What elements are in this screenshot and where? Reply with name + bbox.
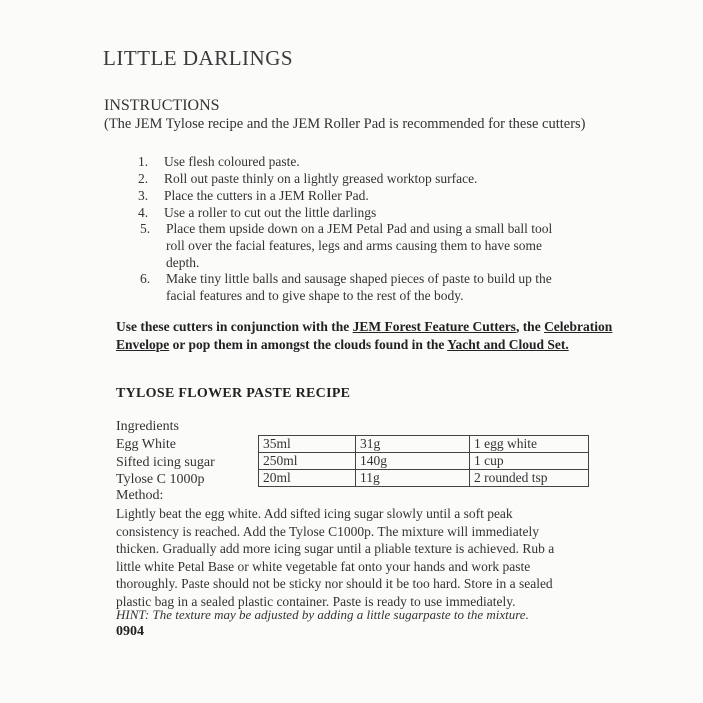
measure-cell: 2 rounded tsp [470, 470, 589, 487]
step-number: 5. [140, 221, 151, 236]
table-row [259, 436, 589, 453]
method-line: thoroughly. Paste should not be sticky nor should it be too hard. Store in a sealed [116, 576, 553, 592]
cutters-note-text: Use these cutters in conjunction with the [116, 319, 353, 334]
method-line: plastic bag in a sealed plastic container. Paste is ready to use immediately. [116, 593, 516, 609]
step-text: Use a roller to cut out the little darlings [164, 205, 377, 220]
yacht-cloud-set-ref: Yacht and Cloud Set. [447, 336, 569, 352]
step-text: roll over the facial features, legs and arms causing them to have some [166, 238, 542, 253]
step-number: 6. [140, 271, 151, 286]
celebration-envelope-ref: Celebration Envelope [116, 319, 613, 352]
cutters-note [116, 318, 616, 353]
ingredients-label: Ingredients [116, 419, 179, 434]
weight-cell: 11g [356, 470, 470, 487]
step-number: 4. [138, 205, 149, 220]
method-text [116, 505, 596, 611]
volume-cell: 20ml [259, 470, 356, 487]
volume-cell: 250ml [259, 453, 356, 470]
weight-cell: 140g [356, 453, 470, 470]
weight-cell: 31g [356, 436, 470, 453]
product-code: 0904 [116, 624, 144, 639]
step-text: Roll out paste thinly on a lightly greased worktop surface. [164, 171, 478, 186]
method-line: Lightly beat the egg white. Add sifted icing sugar slowly until a soft peak [116, 506, 513, 521]
measure-cell: 1 cup [470, 453, 589, 470]
step-number: 1. [138, 154, 149, 169]
cutters-note-text: , the [515, 319, 545, 334]
instructions-heading: INSTRUCTIONS [104, 97, 220, 114]
step-number: 3. [138, 188, 149, 203]
measure-cell: 1 egg white [470, 436, 589, 453]
step-number: 2. [138, 171, 149, 186]
page-title: LITTLE DARLINGS [103, 46, 294, 70]
step-text: facial features and to give shape to the rest of the body. [166, 288, 464, 303]
table-row [259, 453, 589, 470]
method-label: Method: [116, 488, 164, 503]
ingredient-name: Tylose C 1000p [116, 472, 205, 487]
forest-feature-cutters-ref: JEM Forest Feature Cutters [352, 319, 516, 334]
ingredient-name: Sifted icing sugar [116, 455, 215, 470]
step-text: Place them upside down on a JEM Petal Pad and using a small ball tool [166, 221, 553, 236]
step-text: Place the cutters in a JEM Roller Pad. [164, 188, 369, 203]
step-text: depth. [166, 255, 200, 270]
step-text: Use flesh coloured paste. [164, 154, 300, 169]
volume-cell: 35ml [259, 436, 356, 453]
hint-text: HINT: The texture may be adjusted by adding a little sugarpaste to the mixture. [116, 607, 529, 622]
ingredient-name: Egg White [116, 437, 177, 452]
table-row [259, 470, 589, 487]
instructions-note: (The JEM Tylose recipe and the JEM Roller Pad is recommended for these cutters) [104, 116, 586, 132]
ingredients-table [258, 435, 589, 487]
method-line: consistency is reached. Add the Tylose C1000p. The mixture will immediately [116, 523, 539, 539]
method-line: thicken. Gradually add more icing sugar until a pliable texture is achieved. Rub a [116, 541, 555, 557]
cutters-note-text: or pop them in amongst the clouds found in the [169, 336, 448, 352]
method-line: little white Petal Base or white vegetable fat onto your hands and work paste [116, 558, 531, 574]
recipe-heading: TYLOSE FLOWER PASTE RECIPE [116, 386, 351, 401]
step-text: Make tiny little balls and sausage shaped pieces of paste to build up the [166, 271, 552, 286]
